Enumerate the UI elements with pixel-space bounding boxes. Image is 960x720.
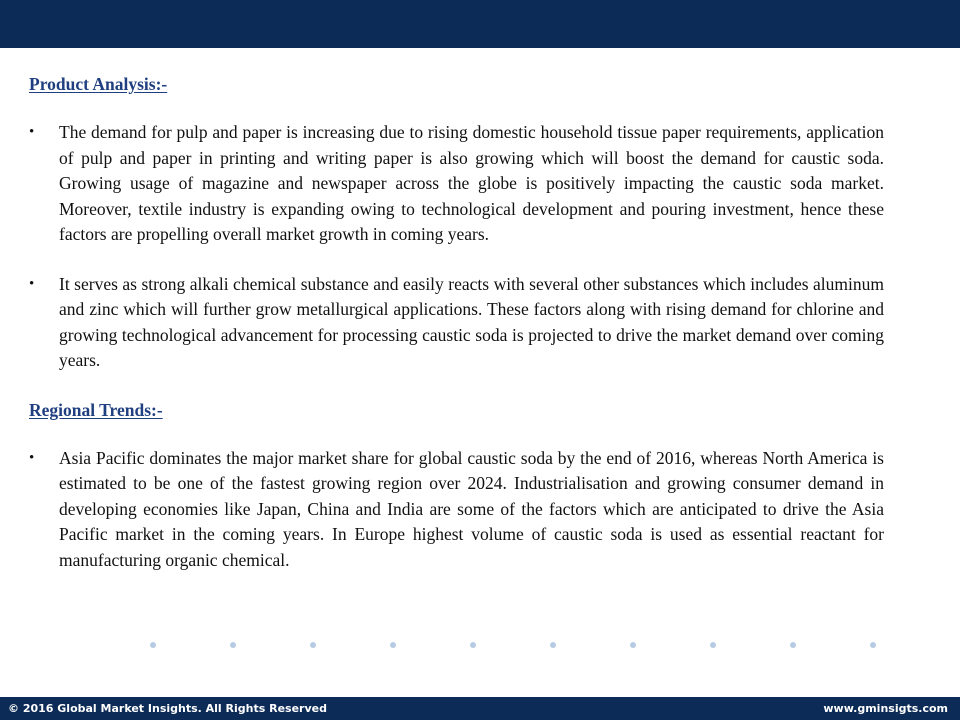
dot-icon [550, 642, 556, 648]
footer-website-link[interactable]: www.gminsigts.com [823, 702, 948, 715]
section-heading: Product Analysis:- [29, 74, 168, 94]
dot-icon [150, 642, 156, 648]
bullet-text: It serves as strong alkali chemical substance and easily reacts with several other substances which includes aluminum and zinc which will further grow metallurgical applications. These factors along with rising demand for chlorine and growing technological advancement for processing caustic soda is projected to drive the market demand over coming years. [59, 273, 884, 370]
bullet-item [29, 446, 884, 574]
bullet-list [29, 120, 884, 374]
dot-icon [710, 642, 716, 648]
dot-icon [230, 642, 236, 648]
dot-icon [790, 642, 796, 648]
dot-icon [870, 642, 876, 648]
bullet-icon: • [29, 449, 35, 466]
slide-content [29, 72, 884, 573]
dot-icon [470, 642, 476, 648]
bullet-item [29, 120, 884, 248]
footer-copyright: © 2016 Global Market Insights. All Rights Reserved [8, 702, 327, 715]
bullet-text: Asia Pacific dominates the major market share for global caustic soda by the end of 2016, whereas North America is estimated to be one of the fastest growing region over 2024. Industrialisation and growing consumer demand in developing economies like Japan, China and India are some of the factors which are anticipated to drive the Asia Pacific market in the coming years. In Europe highest volume of caustic soda is used as essential reactant for manufacturing organic chemical. [59, 447, 884, 570]
bullet-text: The demand for pulp and paper is increasing due to rising domestic household tissue paper requirements, application of pulp and paper in printing and writing paper is also growing which will boost the demand for caustic soda. Growing usage of magazine and newspaper across the globe is positively impacting the caustic soda market. Moreover, textile industry is expanding owing to technological development and pouring investment, hence these factors are propelling overall market growth in coming years. [59, 122, 884, 244]
section-product-analysis [29, 72, 884, 374]
footer-bar [0, 697, 960, 720]
bullet-icon: • [29, 275, 35, 292]
section-regional-trends [29, 398, 884, 574]
dot-icon [310, 642, 316, 648]
bullet-item [29, 272, 884, 374]
dot-icon [630, 642, 636, 648]
decorative-dot-row [0, 642, 960, 658]
bullet-list [29, 446, 884, 574]
header-bar [0, 0, 960, 48]
bullet-icon: • [29, 124, 35, 140]
section-heading: Regional Trends:- [29, 399, 163, 420]
dot-icon [390, 642, 396, 648]
